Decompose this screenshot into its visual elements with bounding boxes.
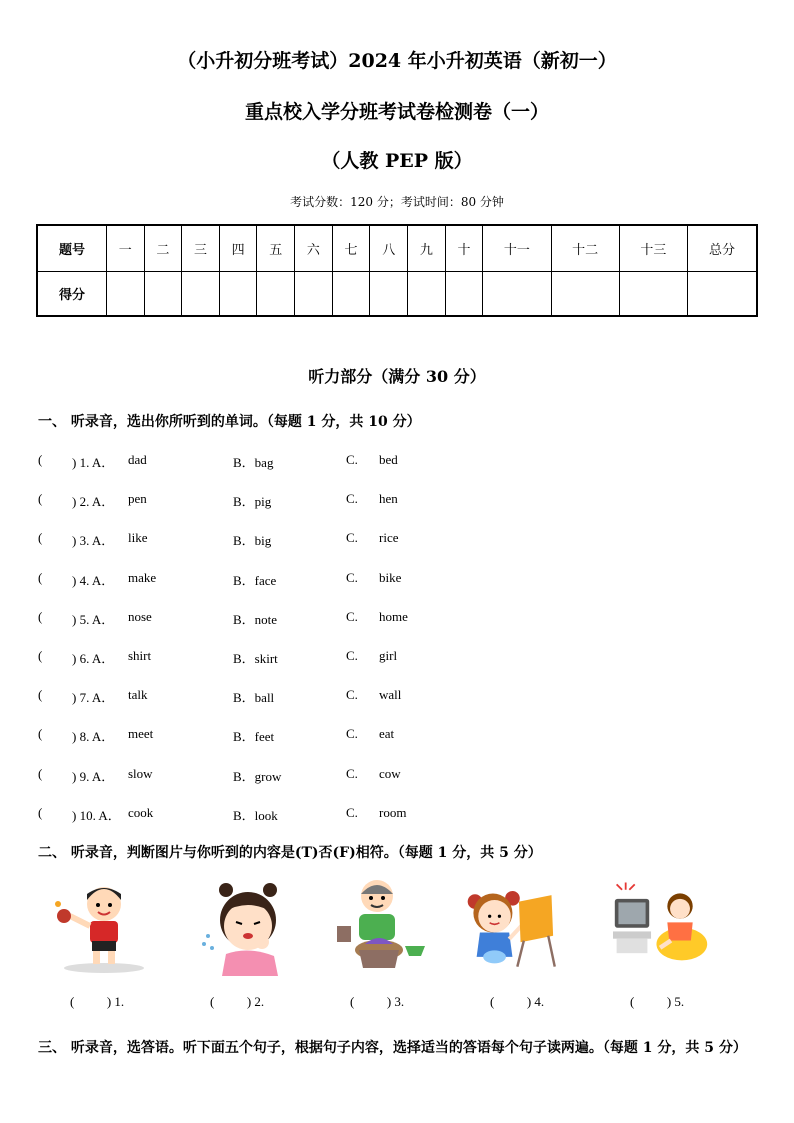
boy-washing-image — [333, 876, 429, 976]
answer-blank[interactable]: ( — [38, 530, 43, 546]
option-c-word[interactable]: home — [379, 608, 408, 624]
girl-watching-tv-image — [613, 876, 709, 976]
question-row — [38, 570, 498, 590]
question-row — [38, 766, 498, 786]
option-b[interactable]: B．face — [233, 572, 277, 588]
answer-blank[interactable]: ( — [38, 452, 43, 467]
question-number: ) 4. A． — [72, 572, 115, 588]
question-row — [38, 805, 498, 825]
option-c-label: C. — [346, 804, 358, 820]
score-table-cell: 一 — [106, 225, 144, 271]
option-a-word[interactable]: like — [128, 530, 148, 546]
question-row — [38, 648, 498, 668]
question-number: ) 2. A． — [72, 494, 115, 510]
picture-answer-5[interactable]: ( ) 5. — [630, 994, 685, 1009]
score-blank[interactable] — [483, 271, 551, 316]
option-b[interactable]: B．note — [233, 611, 278, 627]
picture-answer-1[interactable]: ( ) 1. — [70, 994, 125, 1009]
option-a-word[interactable]: make — [128, 569, 157, 585]
option-c-word[interactable]: room — [379, 804, 407, 820]
girl-painting-image — [462, 876, 558, 976]
score-table-header: 题号 — [37, 225, 106, 271]
picture-answer-4[interactable]: ( ) 4. — [490, 994, 545, 1009]
option-c-word[interactable]: cow — [379, 765, 401, 781]
option-b[interactable]: B．big — [233, 533, 272, 549]
option-b[interactable]: B．look — [233, 807, 278, 823]
score-blank[interactable] — [106, 271, 144, 316]
boy-ping-pong-image — [52, 876, 148, 976]
exam-edition: （人教 PEP 版） — [321, 150, 473, 172]
score-table-cell: 十 — [445, 225, 483, 271]
score-table-cell: 四 — [219, 225, 257, 271]
part1-heading: 一、 听录音，选出你所听到的单词。（每题 1 分，共 10 分） — [38, 414, 421, 430]
option-c-label: C. — [346, 726, 358, 742]
option-b[interactable]: B．grow — [233, 768, 282, 784]
option-a-word[interactable]: nose — [128, 608, 152, 624]
option-b[interactable]: B．bag — [233, 455, 274, 470]
answer-blank[interactable]: ( — [38, 491, 43, 507]
score-blank[interactable] — [257, 271, 295, 316]
question-number: ) 5. A． — [72, 611, 115, 627]
score-blank[interactable] — [144, 271, 182, 316]
score-blank[interactable] — [619, 271, 687, 316]
answer-blank[interactable]: ( — [38, 648, 43, 663]
question-row — [38, 530, 498, 550]
option-c-label: C. — [346, 491, 358, 507]
option-c-label: C. — [346, 648, 358, 663]
exam-info: 考试分数：120 分；考试时间：80 分钟 — [290, 195, 504, 209]
answer-blank[interactable]: ( — [38, 804, 43, 820]
option-c-label: C. — [346, 569, 358, 585]
option-a-word[interactable]: cook — [128, 804, 154, 820]
option-b[interactable]: B．pig — [233, 494, 272, 510]
question-number: ) 3. A． — [72, 533, 115, 549]
option-c-label: C. — [346, 608, 358, 624]
answer-blank[interactable]: ( — [38, 765, 43, 781]
question-number: ) 10. A． — [72, 807, 121, 823]
score-blank[interactable] — [408, 271, 446, 316]
score-table-cell: 二 — [144, 225, 182, 271]
option-c-word[interactable]: eat — [379, 726, 395, 742]
score-blank[interactable] — [332, 271, 370, 316]
score-table-cell: 十一 — [483, 225, 551, 271]
question-row — [38, 609, 498, 629]
score-table-cell: 三 — [182, 225, 220, 271]
score-blank[interactable] — [295, 271, 333, 316]
score-table-cell: 十二 — [551, 225, 619, 271]
score-table-cell: 六 — [295, 225, 333, 271]
question-row — [38, 491, 498, 511]
question-row — [38, 687, 498, 707]
option-a-word[interactable]: slow — [128, 765, 153, 781]
score-blank[interactable] — [551, 271, 619, 316]
score-table-cell: 九 — [408, 225, 446, 271]
option-b[interactable]: B．skirt — [233, 651, 278, 666]
option-c-word[interactable]: wall — [379, 687, 402, 703]
exam-title: （小升初分班考试）2024 年小升初英语（新初一） — [177, 50, 617, 72]
option-a-word[interactable]: meet — [128, 726, 154, 742]
listening-section-title: 听力部分（满分 30 分） — [308, 367, 486, 386]
score-table-label: 得分 — [37, 271, 106, 316]
option-b[interactable]: B．ball — [233, 690, 275, 706]
exam-subtitle: 重点校入学分班考试卷检测卷（一） — [244, 101, 549, 123]
picture-answer-3[interactable]: ( ) 3. — [350, 994, 405, 1009]
question-number: ) 6. A． — [72, 651, 115, 666]
score-table — [36, 224, 758, 317]
score-blank[interactable] — [445, 271, 483, 316]
option-c-label: C. — [346, 765, 358, 781]
option-c-word[interactable]: girl — [379, 648, 398, 663]
option-a-word[interactable]: pen — [128, 491, 147, 507]
question-number: ) 8. A． — [72, 729, 115, 745]
option-c-word[interactable]: rice — [379, 530, 399, 546]
option-a-word[interactable]: dad — [128, 452, 147, 467]
score-table-cell: 十三 — [619, 225, 687, 271]
score-blank[interactable] — [370, 271, 408, 316]
answer-blank[interactable]: ( — [38, 726, 43, 742]
score-table-cell: 总分 — [687, 225, 757, 271]
score-blank[interactable] — [219, 271, 257, 316]
score-blank[interactable] — [687, 271, 757, 316]
score-blank[interactable] — [182, 271, 220, 316]
option-b[interactable]: B．feet — [233, 729, 275, 745]
question-row — [38, 452, 498, 472]
question-number: ) 9. A． — [72, 768, 115, 784]
score-table-cell: 七 — [332, 225, 370, 271]
picture-answer-2[interactable]: ( ) 2. — [210, 994, 265, 1009]
answer-blank[interactable]: ( — [38, 687, 43, 703]
score-table-cell: 八 — [370, 225, 408, 271]
part2-heading: 二、 听录音，判断图片与你听到的内容是(T)否(F)相符。（每题 1 分，共 5 分） — [38, 845, 542, 861]
option-c-label: C. — [346, 530, 358, 546]
option-c-label: C. — [346, 687, 358, 703]
part3-heading: 三、 听录音，选答语。听下面五个句子，根据句子内容，选择适当的答语每个句子读两遍。（每题 1 分，共 5 分） — [38, 1040, 747, 1056]
answer-blank[interactable]: ( — [38, 569, 43, 585]
option-a-word[interactable]: talk — [128, 687, 148, 703]
question-number: ) 7. A． — [72, 690, 115, 706]
score-table-cell: 五 — [257, 225, 295, 271]
question-number: ) 1. A． — [72, 455, 115, 470]
girl-sneezing-image — [196, 876, 292, 976]
option-c-word[interactable]: bike — [379, 569, 402, 585]
answer-blank[interactable]: ( — [38, 608, 43, 624]
option-c-label: C. — [346, 452, 358, 467]
option-c-word[interactable]: hen — [379, 491, 398, 507]
option-a-word[interactable]: shirt — [128, 648, 152, 663]
question-row — [38, 726, 498, 746]
option-c-word[interactable]: bed — [379, 452, 398, 467]
